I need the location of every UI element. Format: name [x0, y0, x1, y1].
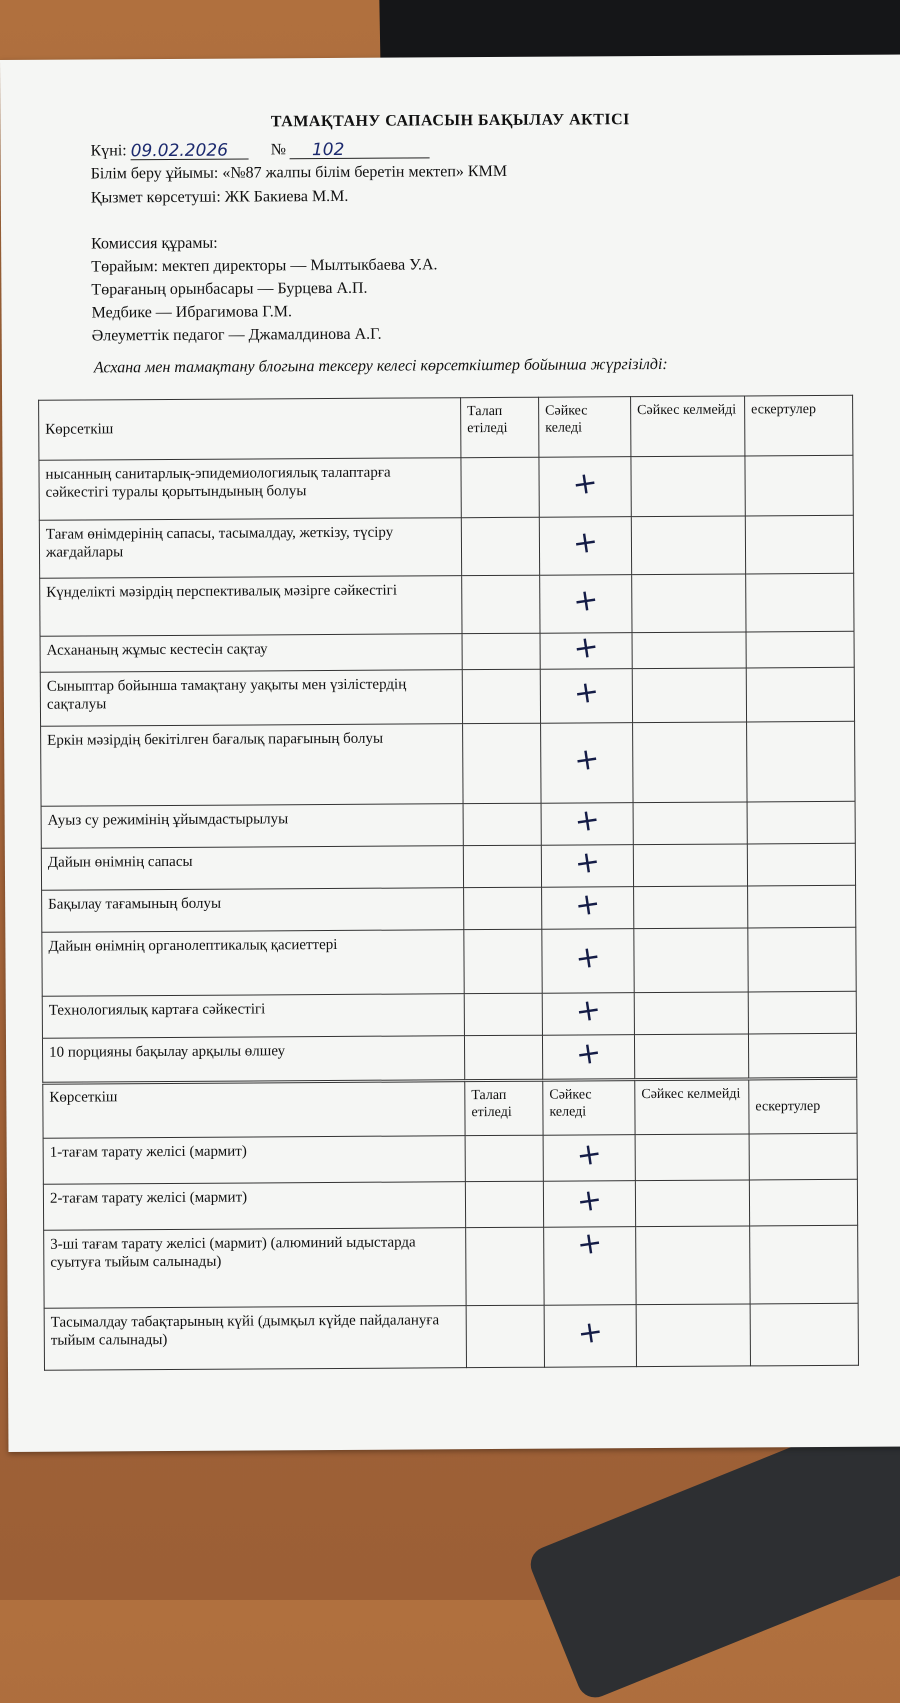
number-value: 102 — [311, 139, 345, 161]
table-row — [40, 667, 854, 726]
table-row — [42, 927, 856, 996]
check-mark: + — [574, 1181, 605, 1221]
cell-compliant — [544, 1305, 636, 1368]
table-row — [41, 801, 855, 848]
header-indicator: Көрсеткіш — [43, 1082, 465, 1139]
cell-compliant — [542, 929, 634, 994]
cell-remarks — [745, 515, 853, 574]
check-mark: + — [575, 1313, 606, 1353]
cell-compliant — [543, 1181, 635, 1228]
table-row — [39, 455, 853, 520]
cell-required — [464, 887, 542, 929]
check-mark: + — [570, 581, 601, 621]
cell-required — [462, 633, 540, 669]
check-mark: + — [570, 523, 601, 563]
date-value: 09.02.2026 — [130, 140, 229, 162]
row-indicator: 2-тағам тарату желісі (мармит) — [43, 1182, 465, 1231]
organization-line: Білім беру ұйымы: «№87 жалпы білім беретін мектеп» КММ — [90, 162, 508, 183]
cell-noncompliant — [633, 802, 747, 845]
row-indicator: нысанның санитарлық-эпидемиологиялық талаптарға сәйкестігі туралы қорытындының болуы — [39, 458, 461, 521]
table-row — [44, 1225, 858, 1308]
cell-noncompliant — [631, 456, 745, 517]
cell-remarks — [749, 1133, 857, 1180]
cell-noncompliant — [633, 722, 747, 803]
commission-member: Төрайым: мектеп директоры — Мылтыкбаева У.А. — [91, 256, 438, 276]
table-row — [44, 1303, 858, 1370]
row-indicator: Ауыз су режимінің ұйымдастырылуы — [41, 804, 463, 849]
cell-noncompliant — [635, 1134, 749, 1181]
check-mark: + — [571, 673, 602, 713]
table-row — [41, 721, 855, 806]
header-remarks: ескертулер — [749, 1079, 857, 1134]
cell-remarks — [750, 1303, 858, 1366]
cell-remarks — [748, 927, 856, 992]
number-field — [290, 139, 430, 159]
header-remarks: ескертулер — [745, 395, 853, 456]
cell-remarks — [749, 1179, 857, 1226]
document-title: ТАМАҚТАНУ САПАСЫН БАҚЫЛАУ АКТІСІ — [270, 111, 630, 131]
cell-compliant — [544, 1224, 636, 1306]
cell-compliant — [541, 845, 633, 888]
row-indicator: 10 порцияны бақылау арқылы өлшеу — [42, 1036, 464, 1083]
cell-compliant — [542, 1035, 634, 1080]
check-mark: + — [571, 628, 602, 668]
cell-compliant — [543, 1135, 635, 1182]
cell-required — [464, 993, 542, 1035]
cell-noncompliant — [634, 928, 748, 993]
commission-member: Медбике — Ибрагимова Г.М. — [91, 303, 292, 322]
cell-remarks — [747, 843, 855, 886]
row-indicator: 1-тағам тарату желісі (мармит) — [43, 1136, 465, 1185]
table-row — [40, 573, 854, 636]
check-mark: + — [573, 991, 604, 1031]
date-label: Күні: — [90, 142, 127, 160]
check-mark: + — [571, 740, 602, 780]
cell-noncompliant — [632, 668, 746, 723]
cell-required — [463, 803, 541, 845]
inspection-table-2 — [42, 1079, 859, 1371]
row-indicator: Дайын өнімнің органолептикалық қасиеттері — [42, 930, 464, 997]
row-indicator: Еркін мәзірдің бекітілген бағалық парағының болуы — [41, 724, 463, 807]
cell-noncompliant — [635, 1180, 749, 1227]
check-mark: + — [572, 843, 603, 883]
document-sheet — [0, 54, 900, 1452]
cell-required — [466, 1305, 544, 1367]
check-mark: + — [572, 938, 603, 978]
cell-required — [462, 575, 540, 633]
cell-compliant — [542, 993, 634, 1036]
check-mark: + — [573, 1034, 604, 1074]
header-indicator: Көрсеткіш — [39, 398, 461, 461]
cell-noncompliant — [636, 1226, 750, 1305]
cell-compliant — [541, 723, 633, 804]
cell-compliant — [540, 575, 632, 634]
inspection-table-1 — [38, 395, 857, 1083]
cell-required — [464, 1035, 542, 1079]
cell-remarks — [745, 455, 853, 516]
table-row — [42, 991, 856, 1038]
table-row — [39, 515, 853, 578]
check-mark: + — [572, 801, 603, 841]
row-indicator: Асхананың жұмыс кестесін сақтау — [40, 634, 462, 673]
commission-member: Төрағаның орынбасары — Бурцева А.П. — [91, 279, 368, 299]
cell-remarks — [746, 631, 854, 668]
table-row — [40, 631, 854, 672]
cell-required — [465, 1181, 543, 1227]
cell-remarks — [748, 1033, 856, 1078]
cell-noncompliant — [632, 632, 746, 669]
check-mark: + — [574, 1135, 605, 1175]
cell-required — [466, 1227, 544, 1305]
check-mark: + — [570, 464, 601, 504]
table-row — [42, 1033, 856, 1082]
row-indicator: Тағам өнімдерінің сапасы, тасымалдау, жеткізу, түсіру жағдайлары — [39, 518, 461, 579]
header-noncompliant: Сәйкес келмейді — [635, 1080, 749, 1135]
cell-noncompliant — [634, 992, 748, 1035]
cell-noncompliant — [632, 574, 746, 633]
cell-required — [462, 669, 540, 723]
cell-remarks — [747, 721, 855, 802]
check-mark: + — [572, 885, 603, 925]
cell-remarks — [747, 801, 855, 844]
cell-noncompliant — [634, 1034, 748, 1079]
header-required: Талап етіледі — [461, 397, 539, 457]
date-field — [131, 140, 249, 160]
check-mark: + — [574, 1224, 605, 1264]
number-label: № — [270, 141, 286, 159]
cell-remarks — [746, 573, 854, 632]
header-compliant: Сәйкес келеді — [543, 1081, 635, 1136]
cell-compliant — [539, 457, 631, 518]
cell-compliant — [540, 628, 632, 670]
cell-noncompliant — [634, 886, 748, 929]
header-noncompliant: Сәйкес келмейді — [631, 396, 745, 457]
cell-compliant — [541, 803, 633, 846]
cell-noncompliant — [636, 1304, 750, 1367]
cell-required — [463, 723, 541, 803]
table-row — [43, 1133, 857, 1184]
cell-remarks — [748, 991, 856, 1034]
cell-compliant — [539, 517, 631, 576]
header-required: Талап етіледі — [465, 1081, 543, 1135]
header-compliant: Сәйкес келеді — [539, 397, 631, 458]
provider-line: Қызмет көрсетуші: ЖК Бакиева М.М. — [90, 187, 349, 207]
commission-heading: Комиссия құрамы: — [91, 234, 218, 253]
table-header-row — [43, 1079, 857, 1138]
cell-noncompliant — [631, 516, 745, 575]
row-indicator: 3-ші тағам тарату желісі (мармит) (алюминий ыдыстарда суытуға тыйым салынады) — [44, 1228, 466, 1309]
cell-compliant — [540, 669, 632, 724]
cell-required — [463, 845, 541, 887]
row-indicator: Сыныптар бойынша тамақтану уақыты мен үзілістердің сақталуы — [40, 670, 462, 727]
table-header-row — [39, 395, 853, 460]
cell-required — [464, 929, 542, 993]
table-row — [42, 885, 856, 932]
cell-required — [461, 517, 539, 575]
cell-noncompliant — [633, 844, 747, 887]
cell-remarks — [750, 1225, 858, 1304]
inspection-intro: Асхана мен тамақтану блогына тексеру келесі көрсеткіштер бойынша жүргізілді: — [93, 355, 668, 377]
table-row — [41, 843, 855, 890]
commission-member: Әлеуметтік педагог — Джамалдинова А.Г. — [91, 325, 382, 345]
row-indicator: Бақылау тағамының болуы — [42, 888, 464, 933]
table-row — [43, 1179, 857, 1230]
row-indicator: Дайын өнімнің сапасы — [41, 846, 463, 891]
cell-required — [465, 1135, 543, 1181]
row-indicator: Күнделікті мәзірдің перспективалық мәзірге сәйкестігі — [40, 576, 462, 637]
row-indicator: Тасымалдау табақтарының күйі (дымқыл күйде пайдалануға тыйым салынады) — [44, 1306, 466, 1371]
date-number-line — [90, 139, 430, 160]
cell-required — [461, 457, 539, 517]
cell-compliant — [542, 887, 634, 930]
row-indicator: Технологиялық картаға сәйкестігі — [42, 994, 464, 1039]
cell-remarks — [748, 885, 856, 928]
cell-remarks — [746, 667, 854, 722]
